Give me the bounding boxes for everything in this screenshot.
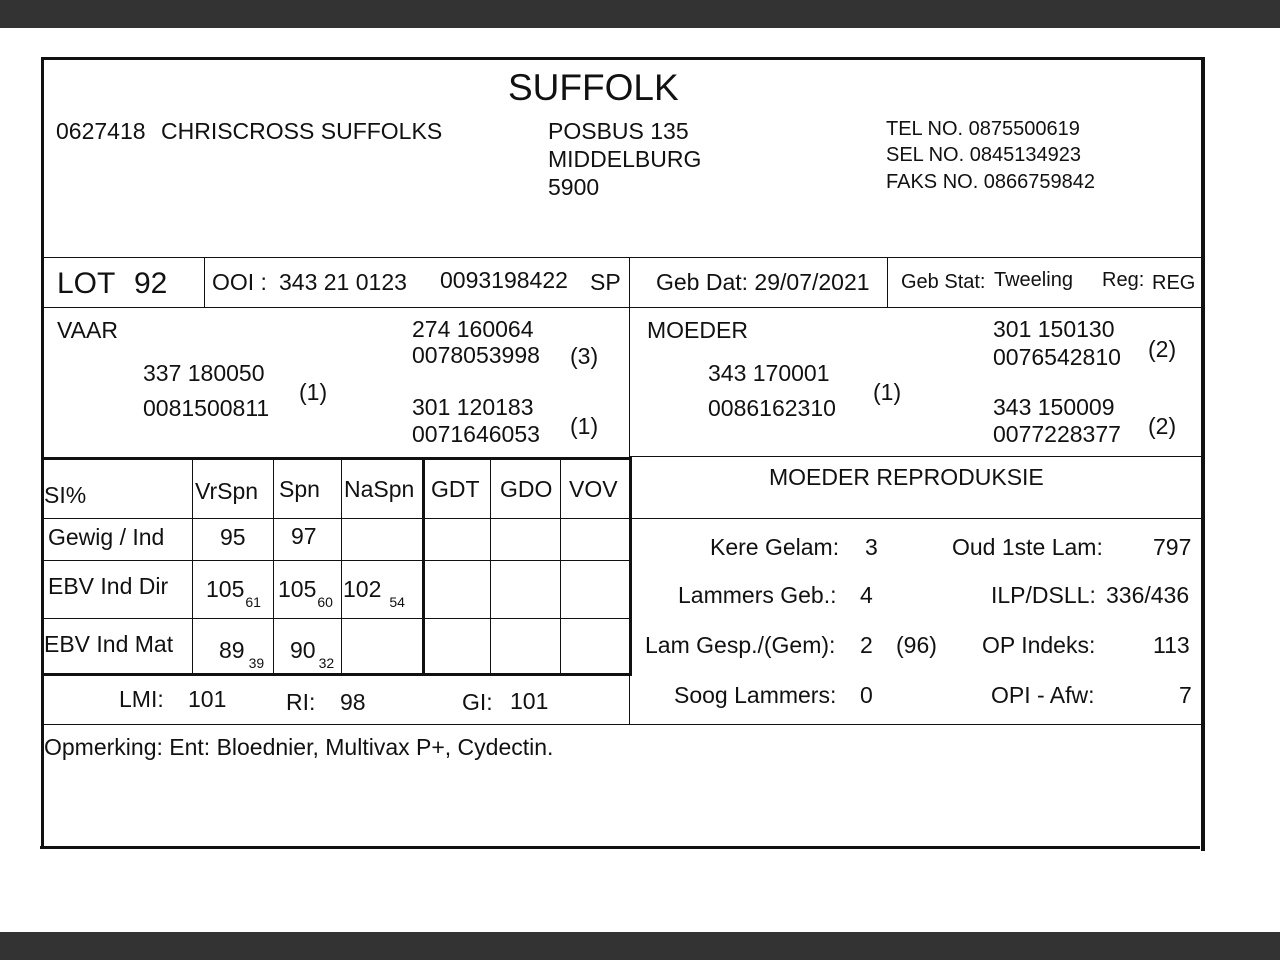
rule-pedigree-left <box>44 457 632 460</box>
rule-lot <box>44 307 1202 308</box>
ebv-gewig-vrspn: 95 <box>220 524 246 550</box>
repro-opi-value: 7 <box>1179 682 1192 708</box>
vaar-sire-id: 274 160064 <box>412 316 534 342</box>
moeder-count: (1) <box>873 379 902 405</box>
ebv-dir-naspn <box>343 576 405 610</box>
vaar-sire-reg: 0078053998 <box>412 342 540 368</box>
breed-title: SUFFOLK <box>508 67 679 108</box>
border-top <box>41 57 1204 60</box>
ooi-label: OOI : <box>212 269 267 295</box>
ooi-id: 343 21 0123 <box>279 269 407 295</box>
ebv-mat-vrspn-value: 89 <box>219 637 245 663</box>
remarks-text: Opmerking: Ent: Bloednier, Multivax P+, Cydectin. <box>44 734 554 760</box>
lot-number: 92 <box>134 267 168 300</box>
vrule-ebv-2 <box>273 459 274 675</box>
reg-value: REG <box>1152 272 1196 294</box>
address-line-3: 5900 <box>548 174 600 200</box>
moeder-sire-id: 301 150130 <box>993 316 1115 342</box>
lmi-value: 101 <box>188 686 227 712</box>
vrule-ebv-7 <box>629 459 632 675</box>
ebv-dir-spn <box>278 576 333 610</box>
ebv-header-gdt: GDT <box>431 476 480 502</box>
birth-date: Geb Dat: 29/07/2021 <box>656 269 870 295</box>
moeder-id: 343 170001 <box>708 360 830 386</box>
ebv-dir-naspn-value: 102 <box>343 576 382 602</box>
rule-ebv-header <box>44 518 1202 519</box>
rule-ebv-row1 <box>44 560 630 561</box>
repro-kere-value: 3 <box>865 534 878 560</box>
ebv-header-gdo: GDO <box>500 476 553 502</box>
vaar-dam-id: 301 120183 <box>412 394 534 420</box>
birth-status-label: Geb Stat: <box>901 271 986 293</box>
repro-opi-label: OPI - Afw: <box>991 682 1095 708</box>
ebv-dir-vrspn-accuracy: 61 <box>245 594 261 610</box>
vaar-label: VAAR <box>57 317 118 343</box>
ebv-row-gewig-label: Gewig / Ind <box>48 524 165 550</box>
rule-ebv-bottom <box>44 673 632 676</box>
ebv-dir-spn-accuracy: 60 <box>317 594 333 610</box>
address-line-2: MIDDELBURG <box>548 146 702 172</box>
ebv-dir-spn-value: 105 <box>278 576 317 602</box>
gi-value: 101 <box>510 688 549 714</box>
moeder-label: MOEDER <box>647 317 748 343</box>
vrule-ebv-3 <box>341 459 342 675</box>
moeder-dam-id: 343 150009 <box>993 394 1115 420</box>
gi-label: GI: <box>462 689 493 715</box>
top-dark-bar <box>0 0 1280 28</box>
ebv-dir-vrspn-value: 105 <box>206 576 245 602</box>
rule-header <box>44 257 1202 258</box>
moeder-dam-count: (2) <box>1148 413 1177 439</box>
repro-title: MOEDER REPRODUKSIE <box>769 464 1044 490</box>
ebv-mat-spn <box>290 637 335 671</box>
repro-op-label: OP Indeks: <box>982 632 1096 658</box>
vaar-count: (1) <box>299 379 328 405</box>
vaar-sire-count: (3) <box>570 343 599 369</box>
vaar-reg: 0081500811 <box>143 395 270 421</box>
repro-soog-label: Soog Lammers: <box>674 682 837 708</box>
repro-lammers-value: 4 <box>860 582 873 608</box>
vaar-dam-count: (1) <box>570 413 599 439</box>
lot-label: LOT <box>57 267 116 300</box>
repro-op-value: 113 <box>1153 632 1190 658</box>
ebv-mat-vrspn-accuracy: 39 <box>248 655 265 671</box>
rule-index-bottom <box>44 724 1202 725</box>
ebv-header-vov: VOV <box>569 476 618 502</box>
border-bottom <box>40 846 1200 849</box>
moeder-reg: 0086162310 <box>708 395 836 421</box>
moeder-sire-reg: 0076542810 <box>993 344 1121 370</box>
moeder-sire-count: (2) <box>1148 336 1177 362</box>
ebv-mat-vrspn <box>219 637 265 671</box>
ebv-row-mat-label: EBV Ind Mat <box>44 631 174 657</box>
ooi-reg-number: 0093198422 <box>440 267 568 293</box>
ebv-header-vrspn: VrSpn <box>195 478 259 504</box>
address-line-1: POSBUS 135 <box>548 118 689 144</box>
ebv-header-naspn: NaSpn <box>344 476 415 502</box>
faks-number: FAKS NO. 0866759842 <box>886 171 1096 193</box>
vrule-ebv-1 <box>192 459 193 675</box>
ebv-row-dir-label: EBV Ind Dir <box>48 573 169 599</box>
ebv-header-si: SI% <box>44 482 87 508</box>
ebv-dir-naspn-accuracy: 54 <box>389 594 405 610</box>
repro-lammers-label: Lammers Geb.: <box>678 582 837 608</box>
ebv-gewig-spn: 97 <box>291 523 317 549</box>
repro-kere-label: Kere Gelam: <box>710 534 840 560</box>
repro-oud-value: 797 <box>1153 534 1192 560</box>
vrule-gebstat <box>887 258 888 308</box>
ebv-mat-spn-accuracy: 32 <box>318 655 335 671</box>
vrule-ebv-6 <box>560 459 561 675</box>
ebv-dir-vrspn <box>206 576 261 610</box>
sp-code: SP <box>590 269 621 295</box>
repro-oud-label: Oud 1ste Lam: <box>952 534 1103 560</box>
vrule-ebv-5 <box>490 459 491 675</box>
ebv-mat-spn-value: 90 <box>290 637 316 663</box>
vaar-dam-reg: 0071646053 <box>412 421 540 447</box>
moeder-dam-reg: 0077228377 <box>993 421 1121 447</box>
vrule-lot <box>204 258 205 308</box>
repro-ilp-value: 336/436 <box>1106 582 1190 608</box>
breeder-name: CHRISCROSS SUFFOLKS <box>161 118 443 144</box>
repro-gesp-value: 2 <box>860 632 873 658</box>
repro-soog-value: 0 <box>860 682 873 708</box>
lmi-label: LMI: <box>119 686 164 712</box>
sel-number: SEL NO. 0845134923 <box>886 144 1081 166</box>
rule-ebv-row2 <box>44 618 630 619</box>
reg-label: Reg: <box>1102 269 1145 291</box>
bottom-dark-bar <box>0 932 1280 960</box>
border-right <box>1201 57 1205 851</box>
repro-gem-value: (96) <box>896 632 937 658</box>
birth-status: Tweeling <box>994 269 1073 291</box>
ri-label: RI: <box>286 689 316 715</box>
border-left <box>41 57 44 849</box>
repro-ilp-label: ILP/DSLL: <box>991 582 1096 608</box>
vaar-id: 337 180050 <box>143 360 265 386</box>
ebv-header-spn: Spn <box>279 476 320 502</box>
repro-gesp-label: Lam Gesp./(Gem): <box>645 632 836 658</box>
ri-value: 98 <box>340 689 366 715</box>
tel-number: TEL NO. 0875500619 <box>886 118 1080 140</box>
breeder-id: 0627418 <box>56 118 146 144</box>
rule-pedigree-right <box>630 456 1202 457</box>
vrule-ebv-4 <box>422 459 425 675</box>
